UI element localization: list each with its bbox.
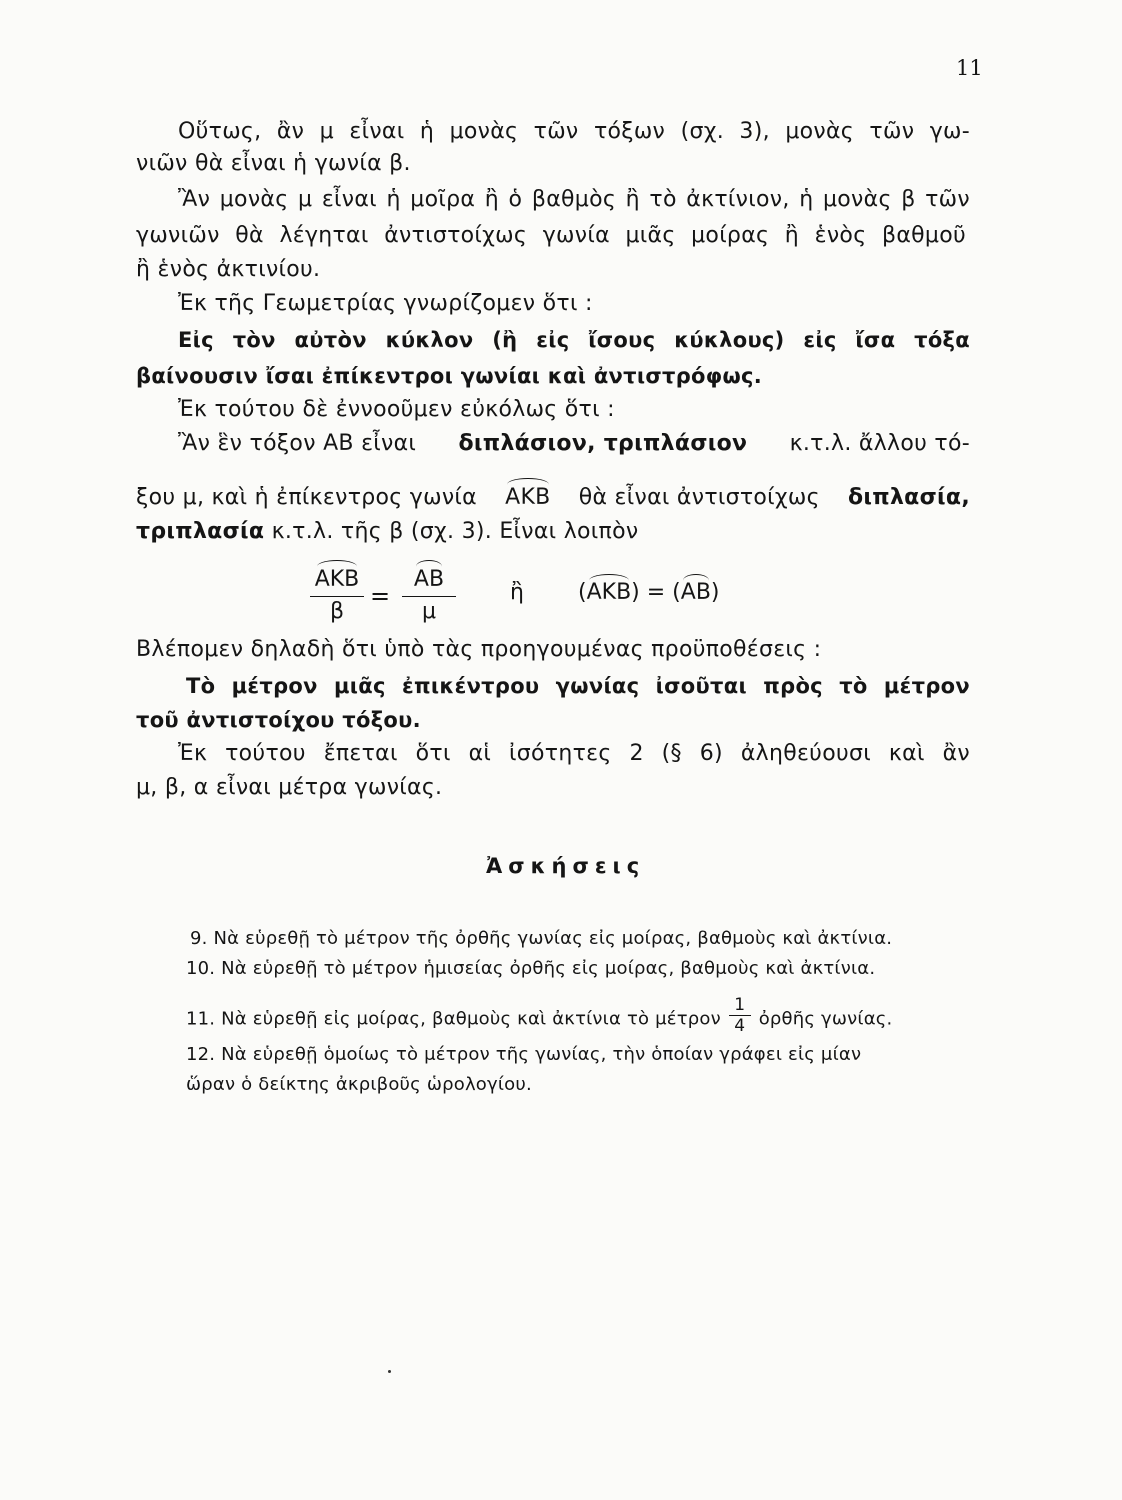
exercise-11-text: 11. Νὰ εὑρεθῇ εἰς μοίρας, βαθμοὺς καὶ ἀκτίνια τὸ μέτρον [186,1008,721,1030]
fraction-numerator: 1 [734,995,746,1015]
measure-angle: ΑΚΒ [586,580,632,605]
paragraph-7-line-2: μ, β, α εἶναι μέτρα γωνίας. [136,775,443,800]
theorem-2-line-2: τοῦ ἀντιστοίχου τόξου. [136,708,421,732]
fraction-arc-over-mu [402,566,456,625]
fraction-angle-over-beta [310,566,364,625]
paragraph-5-line-2 [136,484,970,512]
fraction-numerator: ΑΚΒ [314,567,360,592]
paragraph-2-line-2: γωνιῶν θὰ λέγηται ἀντιστοίχως γωνία μιᾶς μοίρας ἢ ἑνὸς βαθμοῦ [136,223,966,248]
emphasis-triple: τριπλασία [136,519,265,544]
text-segment: ξου μ, καὶ ἡ ἐπίκεντρος γωνία [136,485,477,510]
exercise-10: 10. Νὰ εὑρεθῇ τὸ μέτρον ἡμισείας ὀρθῆς εἰς μοίρας, βαθμοὺς καὶ ἀκτίνια. [186,958,876,979]
paren: ( [578,580,587,605]
text-segment: θὰ εἶναι ἀντιστοίχως [578,485,820,510]
print-speck [388,1370,391,1373]
paragraph-5-line-3 [136,518,638,546]
page-number: 11 [956,56,983,80]
paragraph-6: Βλέπομεν δηλαδὴ ὅτι ὑπὸ τὰς προηγουμένας προϋποθέσεις : [136,637,822,662]
paragraph-2-line-3: ἢ ἑνὸς ἀκτινίου. [136,257,321,282]
text-segment: κ.τ.λ. τῆς β (σχ. 3). Εἶναι λοιπὸν [264,519,639,544]
equals-sign: = [370,582,391,610]
theorem-1-line-1: Εἰς τὸν αὐτὸν κύκλον (ἢ εἰς ἴσους κύκλους) εἰς ἴσα τόξα [178,328,970,352]
equals-paren: ) = ( [631,580,681,605]
theorem-2-line-1: Τὸ μέτρον μιᾶς ἐπικέντρου γωνίας ἰσοῦται πρὸς τὸ μέτρον [186,674,970,698]
theorem-1-line-2: βαίνουσιν ἴσαι ἐπίκεντροι γωνίαι καὶ ἀντιστρόφως. [136,364,763,388]
paragraph-5-line-1 [178,430,970,458]
formula-measure-equality [578,580,720,605]
paragraph-4: Ἐκ τούτου δὲ ἐννοοῦμεν εὐκόλως ὅτι : [178,397,615,422]
paragraph-3: Ἐκ τῆς Γεωμετρίας γνωρίζομεν ὅτι : [178,291,593,316]
fraction-bar [402,596,456,597]
emphasis-double: διπλασία, [847,485,970,510]
exercises-heading: Ἀσκήσεις [486,854,646,878]
paragraph-1-line-2: νιῶν θὰ εἶναι ἡ γωνία β. [136,151,411,176]
emphasis-multiples: διπλάσιον, τριπλάσιον [458,431,748,456]
fraction-denominator: β [329,599,345,624]
fraction-numerator: ΑΒ [413,567,445,592]
or-word: ἢ [510,580,524,605]
angle-akb: ΑΚΒ [505,485,551,510]
fraction-bar [310,596,364,597]
fraction-denominator: μ [422,599,436,624]
paragraph-2-line-1: Ἂν μονὰς μ εἶναι ἡ μοῖρα ἢ ὁ βαθμὸς ἢ τὸ ἀκτίνιον, ἡ μονὰς β τῶν [178,187,970,212]
exercise-11 [186,995,893,1039]
exercise-12-line-1: 12. Νὰ εὑρεθῇ ὁμοίως τὸ μέτρον τῆς γωνίας, τὴν ὁποίαν γράφει εἰς μίαν [186,1044,862,1065]
exercise-9: 9. Νὰ εὑρεθῇ τὸ μέτρον τῆς ὀρθῆς γωνίας εἰς μοίρας, βαθμοὺς καὶ ἀκτίνια. [190,928,893,949]
fraction-denominator: 4 [734,1016,746,1036]
fraction-one-quarter [729,996,751,1035]
paragraph-7-line-1: Ἐκ τούτου ἔπεται ὅτι αἱ ἰσότητες 2 (§ 6) ἀληθεύουσι καὶ ἂν [178,741,970,766]
paragraph-1-line-1: Οὕτως, ἂν μ εἶναι ἡ μονὰς τῶν τόξων (σχ. 3), μονὰς τῶν γω- [178,119,970,144]
text-segment: κ.τ.λ. ἄλλου τό- [789,431,970,456]
exercise-12-line-2: ὥραν ὁ δείκτης ἀκριβοῦς ὡρολογίου. [186,1074,532,1095]
exercise-11-text-end: ὀρθῆς γωνίας. [758,1008,893,1030]
formula-ratio [310,566,790,630]
measure-arc: ΑΒ [680,580,711,605]
paren: ) [710,580,720,605]
text-segment: Ἂν ἓν τόξον ΑΒ εἶναι [178,431,417,456]
